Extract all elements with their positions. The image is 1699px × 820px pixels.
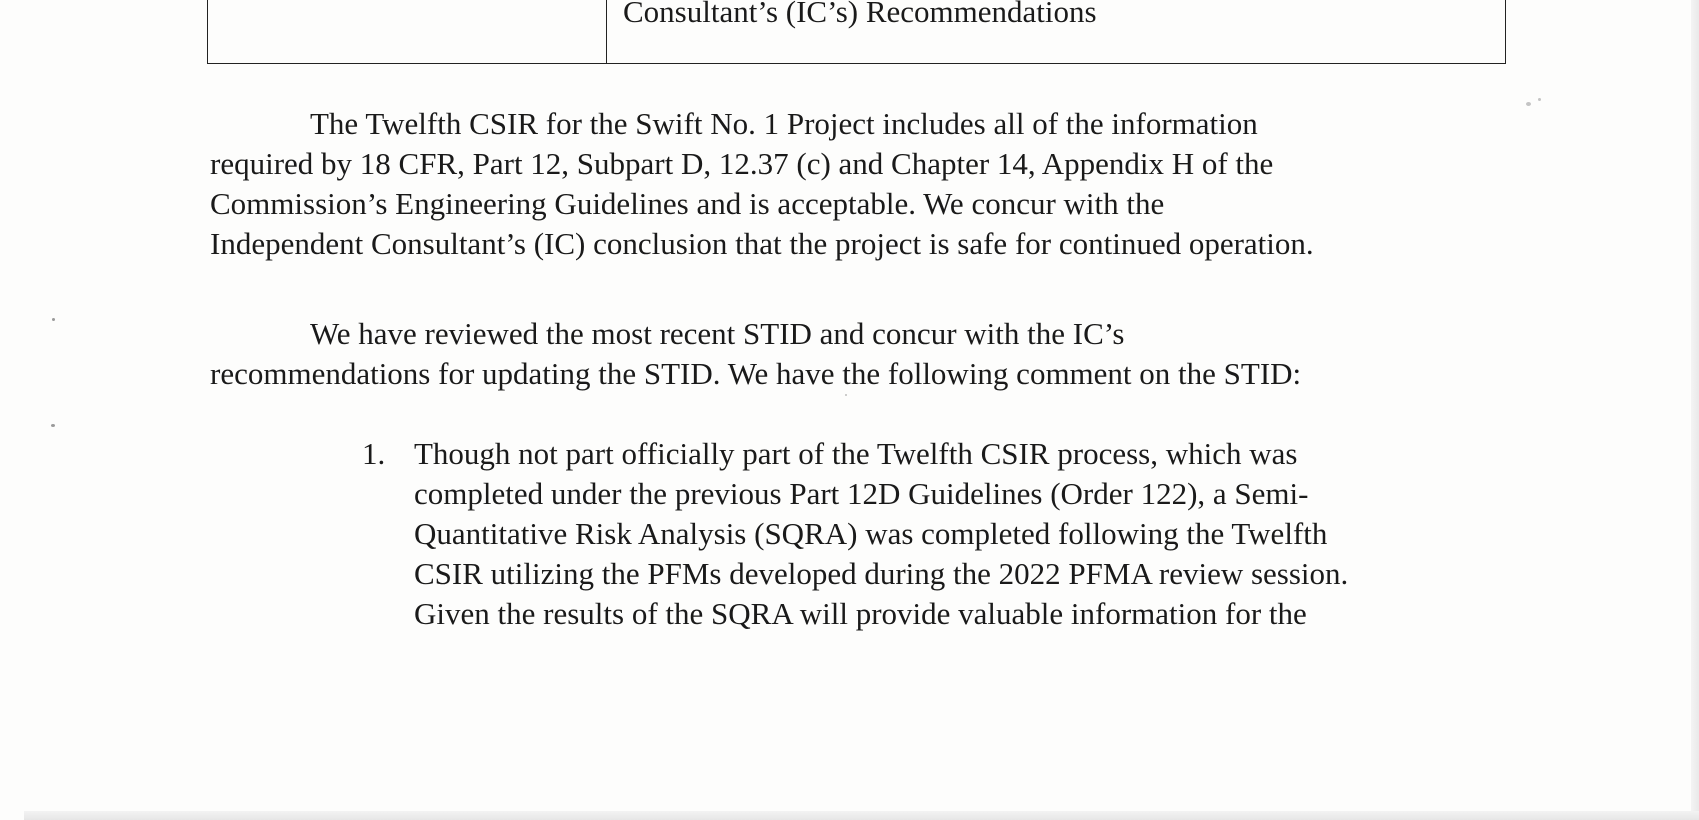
schedule-table-row <box>207 0 1506 64</box>
scan-edge-right <box>1691 0 1699 820</box>
list-number: 1. <box>362 436 386 471</box>
scan-edge-bottom <box>24 811 1699 820</box>
scan-speck <box>845 394 847 396</box>
table-column-divider <box>606 0 607 63</box>
list-item-line: completed under the previous Part 12D Guidelines (Order 122), a Semi- <box>414 476 1309 511</box>
scan-speck <box>1526 102 1531 106</box>
paragraph-line: recommendations for updating the STID. We have the following comment on the STID: <box>210 356 1302 391</box>
list-item-body <box>414 434 1348 634</box>
paragraph-stid-review <box>210 314 1301 394</box>
paragraph-csir-acceptance <box>210 104 1314 264</box>
paragraph-line: Independent Consultant’s (IC) conclusion that the project is safe for continued operation. <box>210 226 1314 261</box>
table-cell-description-line-2: Consultant’s (IC’s) Recommendations <box>623 0 1097 29</box>
scan-speck <box>1538 98 1541 101</box>
list-item-line: Though not part officially part of the Twelfth CSIR process, which was <box>414 436 1298 471</box>
paragraph-line: Commission’s Engineering Guidelines and is acceptable. We concur with the <box>210 186 1165 221</box>
list-item-line: CSIR utilizing the PFMs developed during the 2022 PFMA review session. <box>414 556 1349 591</box>
paragraph-line: required by 18 CFR, Part 12, Subpart D, 12.37 (c) and Chapter 14, Appendix H of the <box>210 146 1274 181</box>
scan-speck <box>52 318 55 321</box>
scan-speck <box>51 424 55 427</box>
list-item-line: Quantitative Risk Analysis (SQRA) was completed following the Twelfth <box>414 516 1328 551</box>
paragraph-line: We have reviewed the most recent STID and concur with the IC’s <box>310 316 1125 351</box>
paragraph-line: The Twelfth CSIR for the Swift No. 1 Project includes all of the information <box>310 106 1258 141</box>
list-item-line: Given the results of the SQRA will provide valuable information for the <box>414 596 1307 631</box>
